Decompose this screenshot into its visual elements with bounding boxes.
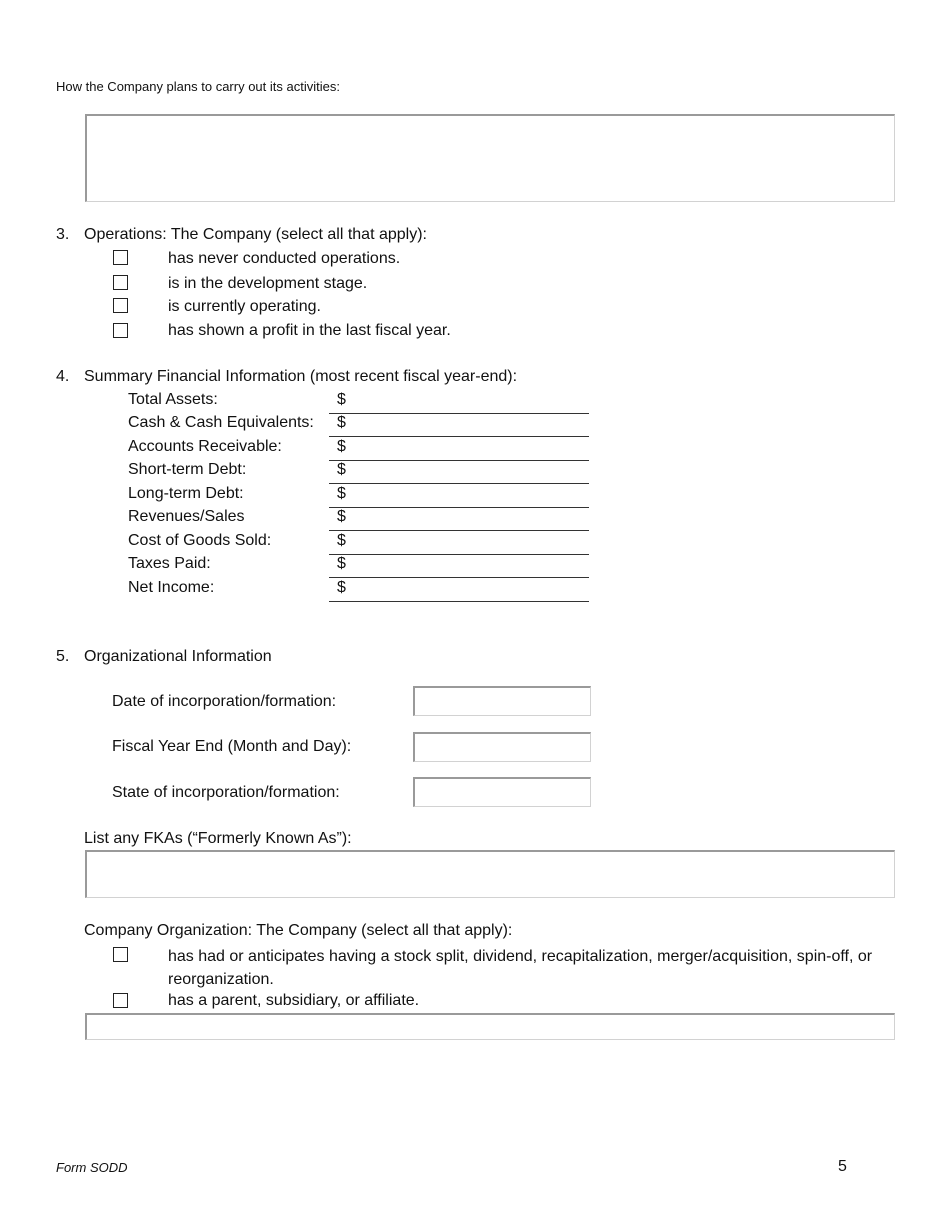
financial-amount-field[interactable] bbox=[329, 555, 589, 578]
operations-option-operating: is currently operating. bbox=[168, 298, 321, 315]
company-organization-heading: Company Organization: The Company (select all that apply): bbox=[84, 922, 513, 939]
activities-textarea[interactable] bbox=[85, 114, 895, 202]
financial-label: Cash & Cash Equivalents: bbox=[128, 414, 314, 431]
financial-label: Revenues/Sales bbox=[128, 508, 245, 525]
financial-row-total-assets bbox=[128, 391, 590, 414]
fiscal-year-end-field[interactable] bbox=[413, 732, 591, 762]
currency-symbol: $ bbox=[337, 579, 346, 596]
financial-row-short-debt bbox=[128, 461, 590, 484]
financial-label: Net Income: bbox=[128, 579, 215, 596]
organization-number: 5. bbox=[56, 648, 70, 665]
financial-row-taxes bbox=[128, 555, 590, 578]
financial-amount-field[interactable] bbox=[329, 532, 589, 555]
financial-row-net-income bbox=[128, 579, 590, 602]
incorporation-date-label: Date of incorporation/formation: bbox=[112, 693, 337, 710]
operations-checkbox-development[interactable] bbox=[113, 275, 128, 290]
financial-amount-field[interactable] bbox=[329, 508, 589, 531]
operations-checkbox-profit[interactable] bbox=[113, 323, 128, 338]
currency-symbol: $ bbox=[337, 461, 346, 478]
financial-amount-field[interactable] bbox=[329, 391, 589, 414]
activities-label: How the Company plans to carry out its activities: bbox=[56, 79, 340, 94]
operations-option-never: has never conducted operations. bbox=[168, 250, 401, 267]
financial-amount-field[interactable] bbox=[329, 438, 589, 461]
currency-symbol: $ bbox=[337, 414, 346, 431]
fka-textarea[interactable] bbox=[85, 850, 895, 898]
operations-option-development: is in the development stage. bbox=[168, 275, 368, 292]
page-number: 5 bbox=[838, 1158, 847, 1175]
financial-row-cash bbox=[128, 414, 590, 437]
fiscal-year-end-label: Fiscal Year End (Month and Day): bbox=[112, 738, 352, 755]
financial-label: Total Assets: bbox=[128, 391, 218, 408]
financial-amount-field[interactable] bbox=[329, 414, 589, 437]
company-org-checkbox-affiliate[interactable] bbox=[113, 993, 128, 1008]
company-org-option-restructuring: has had or anticipates having a stock split, dividend, recapitalization, merger/acquisition, spin-off, or reorganization. bbox=[168, 948, 873, 988]
financial-row-revenues bbox=[128, 508, 590, 531]
operations-checkbox-never[interactable] bbox=[113, 250, 128, 265]
operations-number: 3. bbox=[56, 226, 70, 243]
currency-symbol: $ bbox=[337, 438, 346, 455]
financial-heading: Summary Financial Information (most recent fiscal year-end): bbox=[84, 368, 518, 385]
financial-label: Cost of Goods Sold: bbox=[128, 532, 272, 549]
financial-label: Taxes Paid: bbox=[128, 555, 211, 572]
financial-label: Long-term Debt: bbox=[128, 485, 244, 502]
currency-symbol: $ bbox=[337, 508, 346, 525]
incorporation-state-field[interactable] bbox=[413, 777, 591, 807]
financial-amount-field[interactable] bbox=[329, 461, 589, 484]
form-name: Form SODD bbox=[56, 1160, 128, 1175]
operations-option-profit: has shown a profit in the last fiscal year. bbox=[168, 322, 451, 339]
affiliate-details-field[interactable] bbox=[85, 1013, 895, 1040]
financial-row-receivable bbox=[128, 438, 590, 461]
financial-number: 4. bbox=[56, 368, 70, 385]
currency-symbol: $ bbox=[337, 532, 346, 549]
operations-checkbox-operating[interactable] bbox=[113, 298, 128, 313]
financial-row-cogs bbox=[128, 532, 590, 555]
financial-label: Short-term Debt: bbox=[128, 461, 247, 478]
company-org-checkbox-restructuring[interactable] bbox=[113, 947, 128, 962]
fka-label: List any FKAs (“Formerly Known As”): bbox=[84, 830, 352, 847]
financial-amount-field[interactable] bbox=[329, 485, 589, 508]
currency-symbol: $ bbox=[337, 555, 346, 572]
operations-heading: Operations: The Company (select all that apply): bbox=[84, 226, 427, 243]
organization-heading: Organizational Information bbox=[84, 648, 272, 665]
currency-symbol: $ bbox=[337, 485, 346, 502]
company-org-option-affiliate: has a parent, subsidiary, or affiliate. bbox=[168, 992, 420, 1009]
incorporation-date-field[interactable] bbox=[413, 686, 591, 716]
financial-label: Accounts Receivable: bbox=[128, 438, 282, 455]
financial-row-long-debt bbox=[128, 485, 590, 508]
currency-symbol: $ bbox=[337, 391, 346, 408]
incorporation-state-label: State of incorporation/formation: bbox=[112, 784, 340, 801]
financial-amount-field[interactable] bbox=[329, 579, 589, 602]
